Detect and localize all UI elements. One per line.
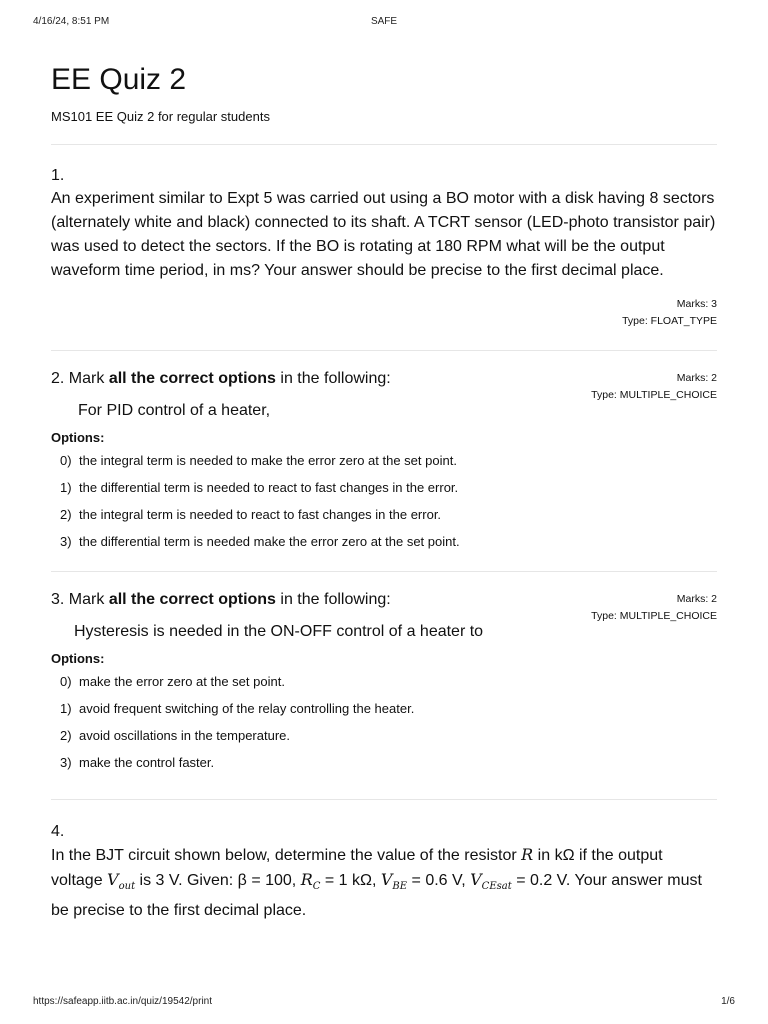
mark-emphasis: all the correct options — [108, 591, 276, 608]
question-number: 4. — [51, 823, 65, 840]
option-index: 3) — [60, 755, 72, 770]
question-marks: Marks: 2 — [676, 593, 717, 605]
divider — [51, 571, 717, 572]
option-text: make the control faster. — [79, 755, 215, 770]
question-number: 3. — [51, 591, 65, 608]
option-item — [60, 479, 717, 497]
text-segment: In the BJT circuit shown below, determine the value of the resistor — [51, 847, 517, 864]
question-3 — [51, 589, 717, 772]
question-number: 1. — [51, 167, 65, 184]
text-segment: = 0.6 V, — [411, 872, 466, 889]
print-header — [33, 16, 735, 30]
text-segment: = 1 kΩ, — [324, 872, 377, 889]
divider — [51, 144, 717, 145]
option-item — [60, 533, 717, 551]
divider — [51, 799, 717, 800]
math-base: V — [380, 870, 393, 889]
math-symbol-r: R — [521, 845, 534, 864]
option-text: make the error zero at the set point. — [79, 674, 285, 689]
question-marks: Marks: 3 — [676, 298, 717, 310]
text-segment: is 3 V. Given: β = 100, — [139, 872, 297, 889]
option-index: 1) — [60, 480, 72, 495]
mark-prefix: Mark — [68, 370, 105, 387]
options-list — [51, 673, 717, 772]
option-item — [60, 727, 717, 745]
math-subscript: CEsat — [481, 881, 512, 893]
question-4 — [51, 821, 717, 923]
mark-prefix: Mark — [68, 591, 105, 608]
page-number: 1/6 — [721, 996, 735, 1007]
option-item — [60, 700, 717, 718]
option-text: the integral term is needed to make the error zero at the set point. — [79, 453, 457, 468]
option-index: 1) — [60, 701, 72, 716]
math-subscript: C — [312, 881, 321, 893]
question-text — [51, 843, 717, 923]
option-text: avoid oscillations in the temperature. — [79, 728, 291, 743]
options-list — [51, 452, 717, 551]
mark-suffix: in the following: — [280, 370, 391, 387]
print-url: https://safeapp.iitb.ac.in/quiz/19542/print — [33, 996, 213, 1007]
mark-emphasis: all the correct options — [108, 370, 276, 387]
option-index: 2) — [60, 507, 72, 522]
quiz-title: EE Quiz 2 — [51, 63, 187, 96]
math-subscript: out — [118, 881, 136, 893]
question-type: Type: MULTIPLE_CHOICE — [591, 610, 717, 622]
question-2 — [51, 368, 717, 551]
options-label: Options: — [51, 651, 105, 666]
math-symbol-vcesat — [470, 870, 512, 893]
mark-suffix: in the following: — [280, 591, 391, 608]
question-1 — [51, 165, 717, 330]
option-item — [60, 452, 717, 470]
math-symbol-vout — [107, 870, 136, 893]
question-meta — [591, 591, 717, 625]
text-segment: in kΩ if the output voltage — [51, 847, 663, 889]
option-index: 3) — [60, 534, 72, 549]
math-base: V — [470, 870, 482, 889]
option-index: 0) — [60, 674, 72, 689]
option-item — [60, 754, 717, 772]
question-meta — [591, 370, 717, 404]
options-label: Options: — [51, 430, 105, 445]
math-symbol-rc — [300, 870, 321, 893]
question-stem: For PID control of a heater, — [78, 402, 271, 419]
option-index: 2) — [60, 728, 72, 743]
text-segment: = 0.2 V. Your answer must be precise to the first decimal place. — [51, 872, 702, 920]
math-subscript: BE — [392, 881, 408, 893]
divider — [51, 350, 717, 351]
option-text: the differential term is needed to react to fast changes in the error. — [79, 480, 459, 495]
quiz-subtitle: MS101 EE Quiz 2 for regular students — [51, 109, 270, 124]
math-base: R — [300, 870, 313, 889]
option-item — [60, 506, 717, 524]
math-symbol-vbe — [380, 870, 408, 893]
option-text: avoid frequent switching of the relay controlling the heater. — [79, 701, 415, 716]
math-base: V — [107, 870, 119, 889]
option-text: the integral term is needed to react to fast changes in the error. — [79, 507, 442, 522]
print-datetime: 4/16/24, 8:51 PM — [33, 16, 110, 27]
question-type: Type: FLOAT_TYPE — [622, 315, 717, 327]
question-type: Type: MULTIPLE_CHOICE — [591, 389, 717, 401]
question-marks: Marks: 2 — [676, 372, 717, 384]
option-text: the differential term is needed make the error zero at the set point. — [79, 534, 460, 549]
question-text: An experiment similar to Expt 5 was carried out using a BO motor with a disk having 8 sectors (alternately white and black) connected to its shaft. A TCRT sensor (LED-photo transistor pair) was used to detect the sectors. If the BO is rotating at 180 RPM what will be the output waveform time period, in ms? Your answer should be precise to the first decimal place. — [51, 190, 716, 279]
print-site-name: SAFE — [370, 16, 398, 27]
option-item — [60, 673, 717, 691]
question-number: 2. — [51, 370, 65, 387]
quiz-content — [51, 62, 717, 923]
question-meta — [51, 296, 717, 330]
option-index: 0) — [60, 453, 72, 468]
question-stem: Hysteresis is needed in the ON-OFF control of a heater to — [74, 623, 484, 640]
